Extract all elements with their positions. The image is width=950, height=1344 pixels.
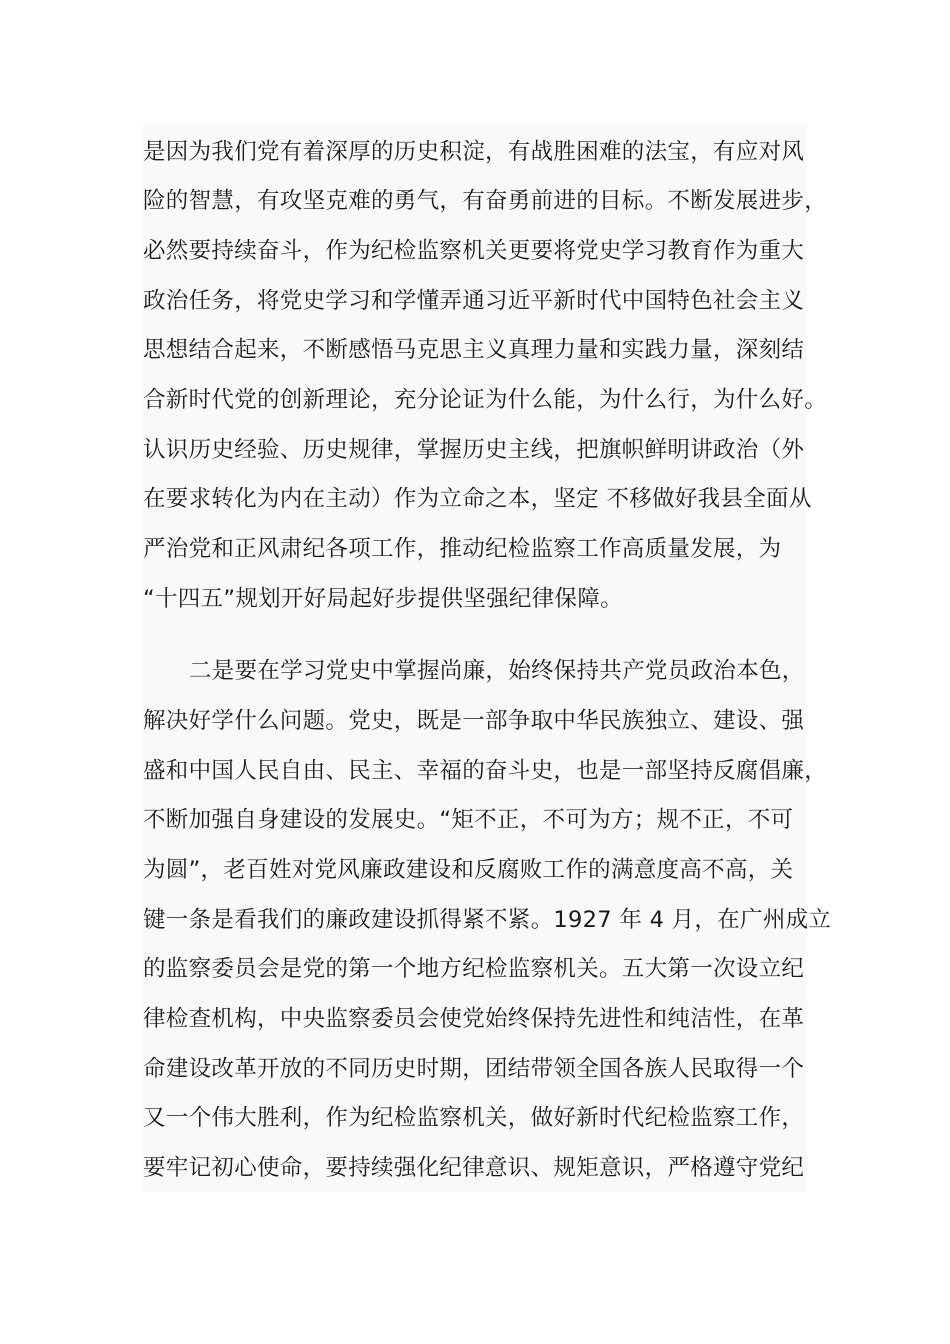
paragraph-line: 合新时代党的创新理论，充分论证为什么能，为什么行，为什么好。 xyxy=(143,387,828,413)
paragraph-line: 险的智慧，有攻坚克难的勇气，有奋勇前进的目标。不断发展进步， xyxy=(143,188,828,214)
paragraph-line: 键一条是看我们的廉政建设抓得紧不紧。1927 年 4 月，在广州成立 xyxy=(143,907,832,933)
paragraph-line: 的监察委员会是党的第一个地方纪检监察机关。五大第一次设立纪 xyxy=(143,956,805,982)
paragraph-line: 解决好学什么问题。党史，既是一部争取中华民族独立、建设、强 xyxy=(143,708,805,734)
paragraph-line: 又一个伟大胜利，作为纪检监察机关，做好新时代纪检监察工作， xyxy=(143,1105,805,1131)
paragraph-line: 是因为我们党有着深厚的历史积淀，有战胜困难的法宝，有应对风 xyxy=(143,139,805,165)
paragraph-line: 为圆”，老百姓对党风廉政建设和反腐败工作的满意度高不高，关 xyxy=(143,857,794,883)
paragraph-line: 律检查机构，中央监察委员会使党始终保持先进性和纯洁性，在革 xyxy=(143,1006,805,1032)
paragraph-line: 在要求转化为内在主动）作为立命之本，坚定 不移做好我县全面从 xyxy=(143,486,812,512)
paragraph-line: 严治党和正风肃纪各项工作，推动纪检监察工作高质量发展，为 xyxy=(143,536,782,562)
paragraph-line: 命建设改革开放的不同历史时期，团结带领全国各族人民取得一个 xyxy=(143,1056,805,1082)
paragraph-line: 思想结合起来，不断感悟马克思主义真理力量和实践力量，深刻结 xyxy=(143,337,805,363)
paragraph-line: 必然要持续奋斗，作为纪检监察机关更要将党史学习教育作为重大 xyxy=(143,238,805,264)
paragraph-line: 政治任务，将党史学习和学懂弄通习近平新时代中国特色社会主义 xyxy=(143,288,805,314)
paragraph-line: 不断加强自身建设的发展史。“矩不正，不可为方；规不正，不可 xyxy=(143,807,794,833)
paragraph-line: 要牢记初心使命，要持续强化纪律意识、规矩意识，严格遵守党纪 xyxy=(143,1155,805,1181)
paragraph-line: 盛和中国人民自由、民主、幸福的奋斗史，也是一部坚持反腐倡廉， xyxy=(143,758,828,784)
paragraph-line: “十四五”规划开好局起好步提供坚强纪律保障。 xyxy=(143,586,623,612)
paragraph-line: 认识历史经验、历史规律，掌握历史主线，把旗帜鲜明讲政治（外 xyxy=(143,437,805,463)
paragraph-line-indented: 二是要在学习党史中掌握尚廉，始终保持共产党员政治本色， xyxy=(189,658,805,684)
